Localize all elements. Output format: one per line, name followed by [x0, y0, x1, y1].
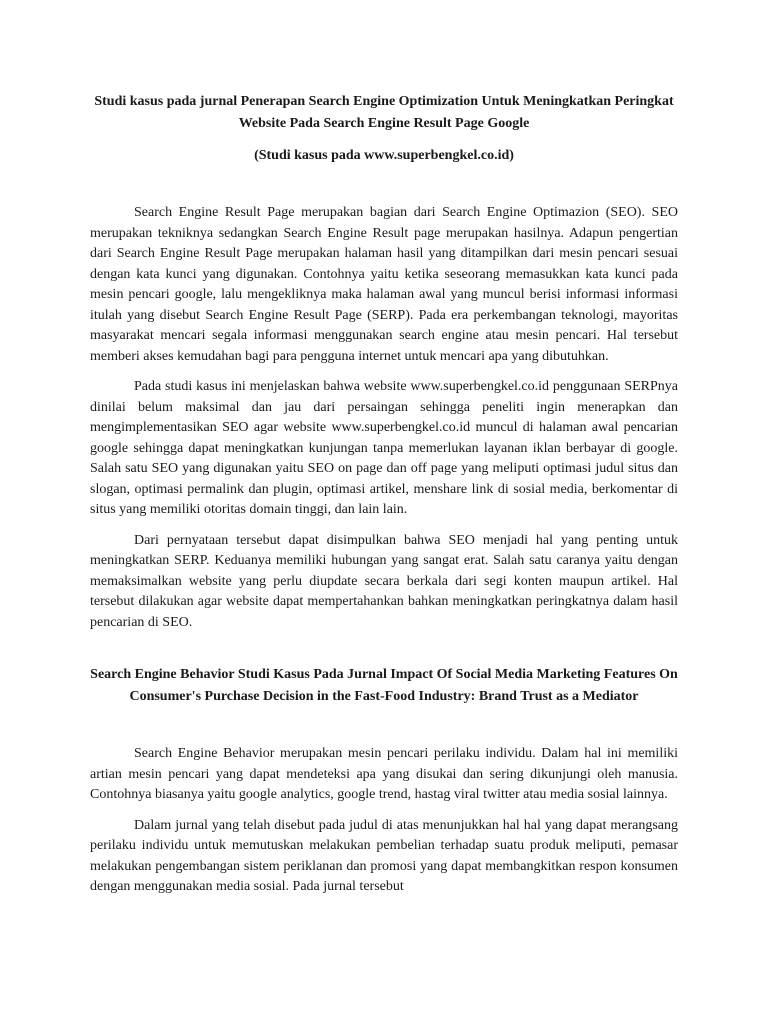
- section-1-title: Studi kasus pada jurnal Penerapan Search Engine Optimization Untuk Meningkatkan Peringkat Website Pada Search Engine Result Page Google: [94, 94, 674, 131]
- section-2-title: Search Engine Behavior Studi Kasus Pada Jurnal Impact Of Social Media Marketing Features On Consumer's Purchase Decision in the Fast-Food Industry: Brand Trust as a Mediator: [90, 667, 678, 704]
- document-page: [90, 91, 678, 908]
- section-2-body: [90, 744, 678, 898]
- section-1-paragraph-3: Dari pernyataan tersebut dapat disimpulkan bahwa SEO menjadi hal yang penting untuk meningkatkan SERP. Keduanya memiliki hubungan yang sangat erat. Salah satu caranya yaitu dengan memaksimalkan website yang perlu diupdate secara berkala dari segi konten maupun artikel. Hal tersebut dilakukan agar website dapat mempertahankan bahkan meningkatkan peringkatnya dalam hasil pencarian di SEO.: [90, 532, 678, 630]
- section-1-paragraph-2: Pada studi kasus ini menjelaskan bahwa website www.superbengkel.co.id penggunaan SERPnya dinilai belum maksimal dan jau dari persaingan sehingga peneliti ingin menerapkan dan mengimplementasikan SEO agar website www.superbengkel.co.id muncul di halaman awal pencarian google sehingga dapat meningkatkan kunjungan tanpa memerlukan layanan iklan berbayar di google. Salah satu SEO yang digunakan yaitu SEO on page dan off page yang meliputi optimasi judul situs dan slogan, optimasi permalink dan plugin, optimasi artikel, menshare link di sosial media, berkomentar di situs yang memiliki otoritas domain tinggi, dan lain lain.: [90, 379, 678, 517]
- section-1-subtitle: (Studi kasus pada www.superbengkel.co.id): [254, 148, 514, 163]
- section-1-body: [90, 203, 678, 633]
- section-2-paragraph-2: Dalam jurnal yang telah disebut pada judul di atas menunjukkan hal hal yang dapat merangsang perilaku individu untuk memutuskan melakukan pembelian terhadap suatu produk meliputi, pemasar melakukan pengembangan sistem periklanan dan promosi yang dapat membangkitkan respon konsumen dengan menggunakan media sosial. Pada jurnal tersebut: [90, 817, 678, 894]
- section-1-paragraph-1: Search Engine Result Page merupakan bagian dari Search Engine Optimazion (SEO). SEO merupakan tekniknya sedangkan Search Engine Result page merupakan hasilnya. Adapun pengertian dari Search Engine Result Page merupakan halaman hasil yang ditampilkan dari mesin pencari sesuai dengan kata kunci yang digunakan. Contohnya yaitu ketika seseorang memasukkan kata kunci pada mesin pencari google, lalu mengekliknya maka halaman awal yang muncul berisi informasi informasi itulah yang disebut Search Engine Result Page (SERP). Pada era perkembangan teknologi, mayoritas masyarakat mencari segala informasi menggunakan search engine atau mesin pencari. Hal tersebut memberi akses kemudahan bagi para pengguna internet untuk mencari apa yang dibutuhkan.: [90, 205, 678, 364]
- section-2-paragraph-1: Search Engine Behavior merupakan mesin pencari perilaku individu. Dalam hal ini memiliki artian mesin pencari yang dapat mendeteksi apa yang disukai dan sering dikunjungi oleh manusia. Contohnya biasanya yaitu google analytics, google trend, hastag viral twitter atau media sosial lainnya.: [90, 746, 678, 802]
